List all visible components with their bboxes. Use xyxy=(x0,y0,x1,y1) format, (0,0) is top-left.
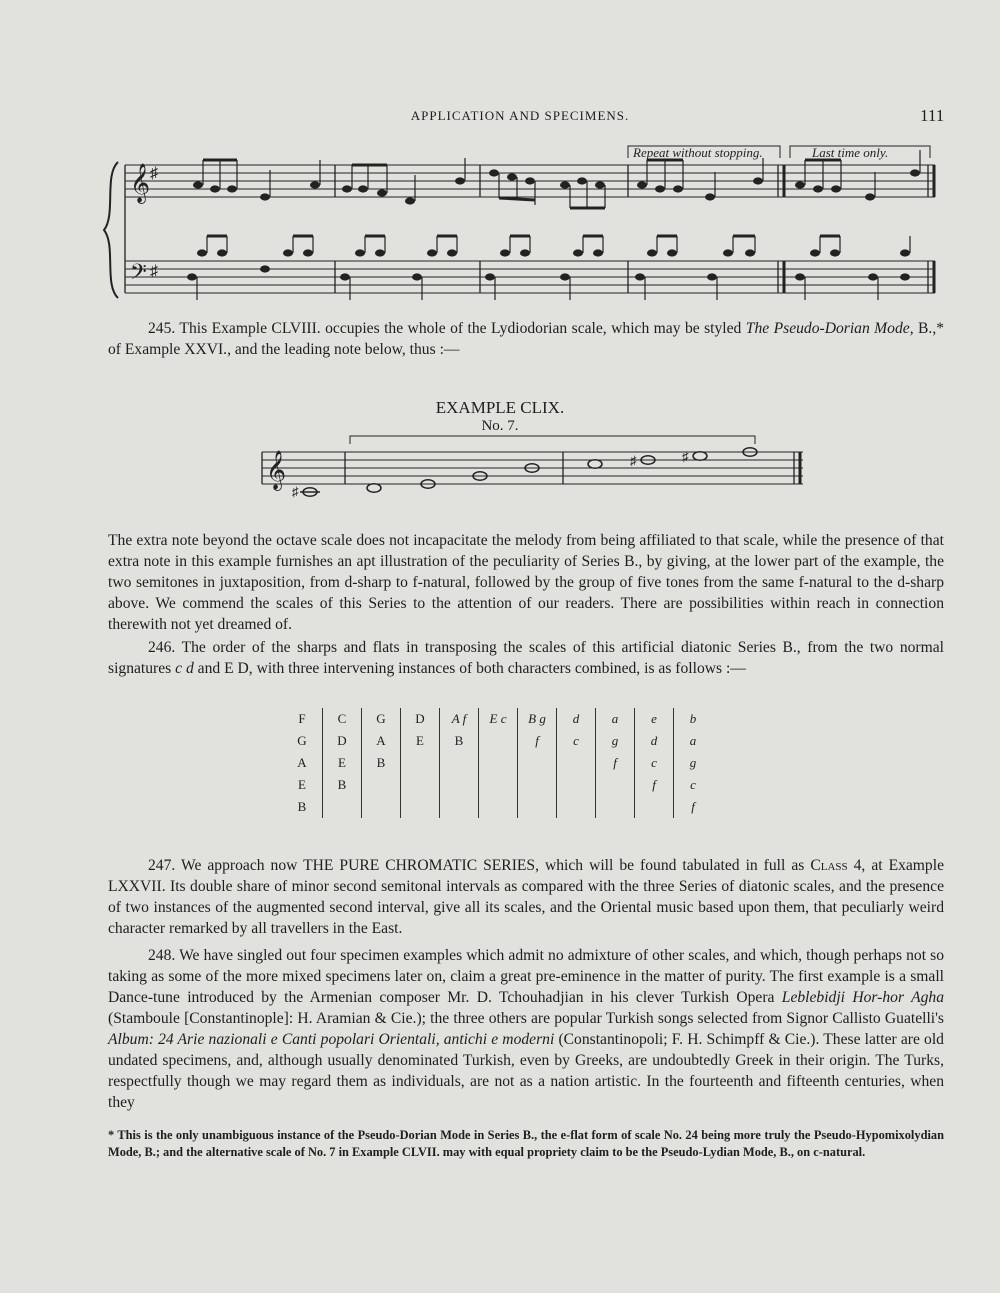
signature-cell xyxy=(440,796,479,818)
signature-cell: f xyxy=(518,730,557,752)
signature-table xyxy=(282,708,712,818)
signature-cell: G xyxy=(282,730,323,752)
svg-text:𝄞: 𝄞 xyxy=(266,450,287,490)
paragraph-extra-note: The extra note beyond the octave scale does not incapacitate the melody from being affiliated to that scale, while the presence of that extra note in this example furnishes an apt illustration of the peculiarity of Series B., by giving, at the lower part of the example, the two semitones in juxtaposition, from d-sharp to f-natural, followed by the group of five tones from the same f-natural to the d-sharp above. We commend the scales of this Series to the attention of our readers. There are possibilities within reach in connection therewith not yet dreamed of. xyxy=(108,532,944,633)
signature-cell xyxy=(518,774,557,796)
signature-cell: A xyxy=(362,730,401,752)
signature-cell: f xyxy=(691,799,695,814)
paragraph-245: 245. This Example CLVIII. occupies the whole of the Lydiodorian scale, which may be styled The Pseudo-Dorian Mode, B.,* of Example XXVI., and the leading note below, thus :— xyxy=(108,320,945,358)
bass-notes xyxy=(187,249,910,280)
signature-cell xyxy=(323,796,362,818)
signature-cell: f xyxy=(635,774,674,796)
svg-text:♯: ♯ xyxy=(682,449,689,464)
signature-cell xyxy=(557,774,596,796)
svg-text:♯: ♯ xyxy=(150,263,158,280)
signature-cell xyxy=(362,774,401,796)
signature-cell xyxy=(518,752,557,774)
running-title: APPLICATION AND SPECIMENS. xyxy=(410,108,630,123)
signature-row xyxy=(282,730,712,752)
signature-row xyxy=(282,752,712,774)
signature-cell xyxy=(362,796,401,818)
staff-bass xyxy=(125,261,935,293)
staff-example-clix xyxy=(262,452,803,484)
signature-cell: B xyxy=(282,796,323,818)
treble-clef: 𝄞 xyxy=(130,163,151,203)
signature-cell xyxy=(440,774,479,796)
barlines xyxy=(335,165,934,293)
signature-cell: a xyxy=(596,708,635,730)
signature-cell: E c xyxy=(479,708,518,730)
signature-cell: D xyxy=(401,708,440,730)
signature-cell xyxy=(401,752,440,774)
signature-cell: D xyxy=(323,730,362,752)
signature-cell: C xyxy=(323,708,362,730)
example-subtitle: No. 7. xyxy=(481,418,519,434)
svg-text:♯: ♯ xyxy=(630,453,637,468)
signature-cell: c xyxy=(690,777,696,792)
signature-cell: c xyxy=(635,752,674,774)
signature-cell xyxy=(479,752,518,774)
repeat-label: Repeat without stopping. xyxy=(633,145,763,160)
signature-cell: d xyxy=(557,708,596,730)
signature-cell xyxy=(596,796,635,818)
signature-cell: B xyxy=(440,730,479,752)
treble-notes xyxy=(193,169,920,204)
signature-cell: A f xyxy=(440,708,479,730)
svg-text:♯: ♯ xyxy=(292,484,299,499)
signature-cell: g xyxy=(596,730,635,752)
signature-cell: e xyxy=(635,708,674,730)
signature-cell: b xyxy=(689,711,697,726)
treble-beams xyxy=(203,160,841,208)
signature-row xyxy=(282,774,712,796)
signature-cell xyxy=(440,752,479,774)
signature-cell: F xyxy=(282,708,323,730)
signature-cell xyxy=(401,796,440,818)
signature-cell: E xyxy=(401,730,440,752)
signature-cell xyxy=(596,774,635,796)
signature-cell xyxy=(635,796,674,818)
signature-cell xyxy=(479,774,518,796)
svg-text:♯: ♯ xyxy=(150,165,158,182)
signature-cell: a xyxy=(689,733,697,748)
footnote: * This is the only unambiguous instance of the Pseudo-Dorian Mode in Series B., the e-flat form of scale No. 24 being more truly the Pseudo-Hypomixolydian Mode, B.; and the alternative scale of No. 7 in Example CLVII. may with equal propriety claim to be the Pseudo-Lydian Mode, B., on c-natural. xyxy=(108,1128,944,1159)
signature-cell: g xyxy=(689,755,697,770)
signature-cell xyxy=(479,730,518,752)
signature-row xyxy=(282,708,712,730)
signature-cell xyxy=(479,796,518,818)
signature-cell xyxy=(518,796,557,818)
signature-cell xyxy=(557,752,596,774)
signature-cell: B xyxy=(362,752,401,774)
signature-cell xyxy=(401,774,440,796)
signature-cell: B g xyxy=(518,708,557,730)
last-time-label: Last time only. xyxy=(812,145,889,160)
signature-cell: B xyxy=(323,774,362,796)
paragraph-248: 248. We have singled out four specimen examples which admit no admixture of other scales, and which, though perhaps not so taking as some of the more mixed specimens later on, claim a great pre-eminence in the matter of purity. The first example is a small Dance-tune introduced by the Armenian composer Mr. D. Tchouhadjian in his clever Turkish Opera Leblebidji Hor-hor Agha (Stamboule [Constantinople]: H. Aramian & Cie.); the three others are popular Turkish songs selected from Signor Callisto Guatelli's Album: 24 Arie nazionali e Canti popolari Orientali, antichi e moderni (Constantinopoli; F. H. Schimpff & Cie.). These latter are old undated specimens, and, although usually denominated Turkish, even by Greeks, are undoubtedly Greek in their origin. The Turks, respectfully though we may regard them as individuals, are not as a nation artistic. In the fourteenth and fifteenth centuries, when they xyxy=(108,947,944,1111)
music-notation xyxy=(0,0,1000,520)
page-number: 111 xyxy=(920,106,945,125)
signature-row xyxy=(282,796,712,818)
paragraph-247: 247. We approach now THE PURE CHROMATIC SERIES, which will be found tabulated in full as Class 4, at Example LXXVII. Its double share of minor second semitonal intervals as compared with the three Series of diatonic scales, and the presence of two instances of the augmented second interval, give all its scales, and the Oriental music based upon them, that peculiarly weird character remarked by all travellers in the East. xyxy=(108,857,944,937)
example-title: EXAMPLE CLIX. xyxy=(435,398,565,417)
signature-cell: A xyxy=(282,752,323,774)
bass-stems xyxy=(197,236,910,300)
system-brace xyxy=(104,162,118,298)
signature-cell: E xyxy=(323,752,362,774)
signature-cell: G xyxy=(362,708,401,730)
bass-clef: 𝄢 xyxy=(130,260,147,290)
signature-cell: d xyxy=(635,730,674,752)
signature-cell: E xyxy=(282,774,323,796)
paragraph-246: 246. The order of the sharps and flats in transposing the scales of this artificial diatonic Series B., from the two normal signatures c d and E D, with three intervening instances of both characters combined, is as follows :— xyxy=(108,639,944,677)
signature-cell xyxy=(557,796,596,818)
signature-cell: c xyxy=(557,730,596,752)
signature-cell: f xyxy=(596,752,635,774)
